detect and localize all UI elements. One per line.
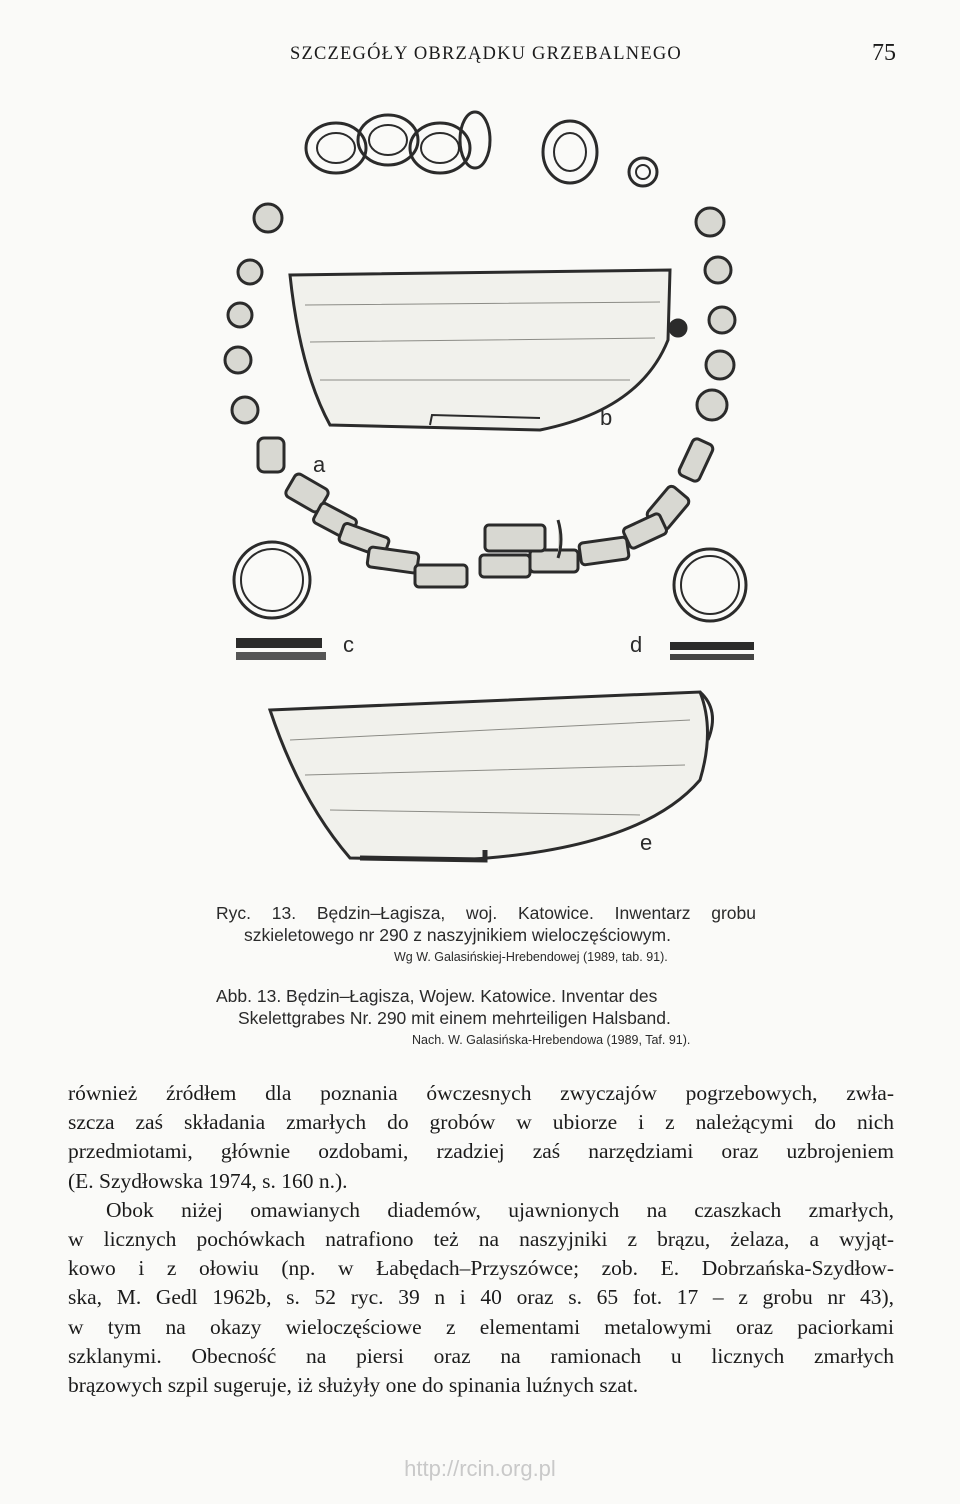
body-line: przedmiotami, głównie ozdobami, rzadziej zaś narzędziami oraz uzbrojeniem (68, 1139, 894, 1164)
label-e: e (640, 830, 653, 855)
label-a: a (313, 452, 326, 477)
ring-d (670, 549, 754, 660)
bowl-b (290, 270, 686, 430)
running-head: SZCZEGÓŁY OBRZĄDKU GRZEBALNEGO (290, 44, 682, 64)
body-line: w licznych pochówkach natrafiono też na naszyjniki z brązu, żelaza, a wyjąt- (68, 1227, 894, 1252)
caption-pl-line: Ryc. 13. Będzin–Łagisza, woj. Katowice. Inwentarz grobu (216, 903, 756, 923)
body-text (68, 1079, 894, 1400)
body-line: (E. Szydłowska 1974, s. 160 n.). (68, 1168, 348, 1193)
chain-rings (306, 112, 657, 186)
figure-drawing (100, 80, 920, 910)
figure-grave-inventory (100, 80, 920, 910)
body-line: szklanymi. Obecność na piersi oraz na ramionach u licznych zmarłych (68, 1343, 894, 1368)
caption-de-source: Nach. W. Galasińska-Hrebendowa (1989, Taf. 91). (412, 1033, 691, 1047)
body-line: Obok niżej omawianych diademów, ujawnionych na czaszkach zmarłych, (106, 1197, 894, 1222)
body-line: w tym na okazy wieloczęściowe z elementami metalowymi oraz paciorkami (68, 1314, 894, 1339)
caption-pl-source: Wg W. Galasińskiej-Hrebendowej (1989, tab. 91). (394, 950, 668, 964)
body-line: kowo i z ołowiu (np. w Łabędach–Przyszówce; zob. E. Dobrzańska-Szydłow- (68, 1256, 894, 1281)
caption-german (216, 985, 756, 1051)
caption-polish (216, 902, 756, 968)
label-b: b (600, 405, 613, 430)
body-line: szcza zaś składania zmarłych do grobów w ubiorze i z należącymi do nich (68, 1110, 894, 1135)
caption-de-line: Skelettgrabes Nr. 290 mit einem mehrteiligen Halsband. (238, 1008, 671, 1028)
body-line: również źródłem dla poznania ówczesnych zwyczajów pogrzebowych, zwła- (68, 1081, 894, 1105)
ring-c (234, 542, 326, 660)
label-d: d (630, 632, 643, 657)
page-number: 75 (872, 40, 896, 66)
watermark-url: http://rcin.org.pl (404, 1456, 556, 1481)
caption-de-line: Abb. 13. Będzin–Łagisza, Wojew. Katowice. Inventar des (216, 986, 658, 1006)
caption-pl-line: szkieletowego nr 290 z naszyjnikiem wieloczęściowym. (244, 925, 671, 945)
body-line: ska, M. Gedl 1962b, s. 52 ryc. 39 n i 40 oraz s. 65 fot. 17 – z grobu nr 43), (68, 1285, 894, 1310)
label-c: c (343, 632, 354, 657)
body-line: brązowych szpil sugeruje, iż służyły one do spinania luźnych szat. (68, 1373, 639, 1398)
